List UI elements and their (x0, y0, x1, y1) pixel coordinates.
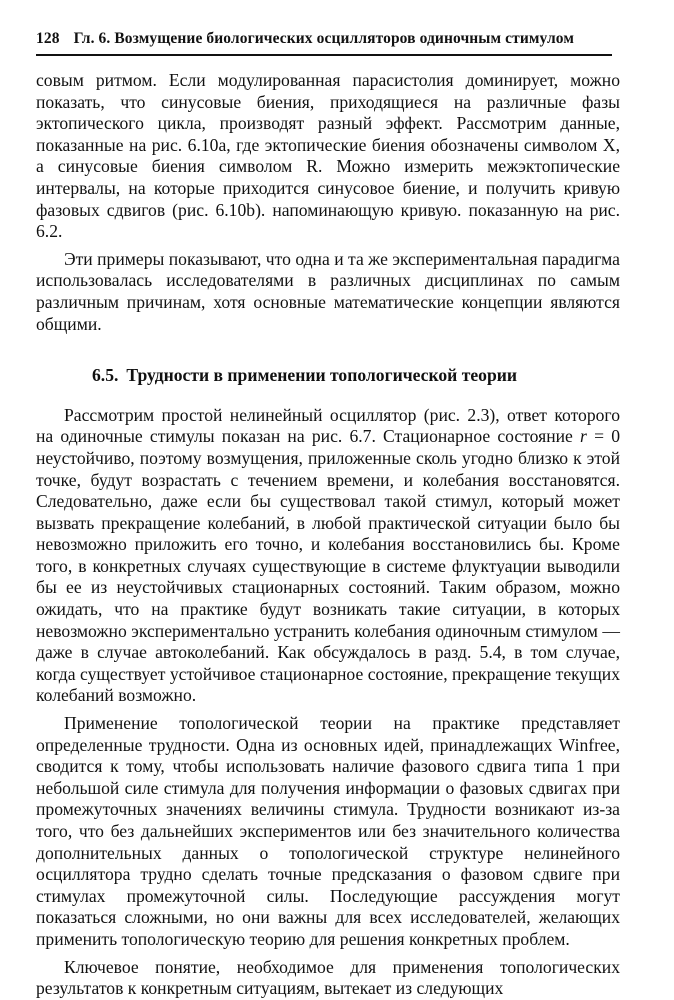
variable-r: r (580, 426, 587, 447)
paragraph-oscillator (36, 405, 620, 707)
section-heading (36, 365, 620, 387)
page-number: 128 (36, 30, 60, 47)
body-text (36, 70, 620, 1000)
section-number: 6.5. (92, 365, 119, 386)
paragraph-key-concept: Ключевое понятие, необходимое для применения топологических результатов к конкретным ситуациям, вытекает из следующих (36, 956, 620, 999)
paragraph-oscillator-text-b: = 0 неустойчиво, поэтому возмущения, приложенные сколь угодно близко к этой точке, будут возрастать с течением времени, и колебания восстановятся. Следовательно, даже если бы существовал такой стимул, который может вызвать прекращение колебаний, в любой практической ситуации было бы невозможно приложить его точно, и колебания восстановились бы. Кроме того, в конкретных случаях существующие в системе флуктуации выводили бы ее из неустойчивых стационарных состояний. Таким образом, можно ожидать, что на практике будут возникать такие ситуации, в которых невозможно экспериментально устранить колебания одиночным стимулом — даже в случае автоколебаний. Как обсуждалось в разд. 5.4, в том случае, когда существует устойчивое стационарное состояние, прекращение текущих колебаний возможно. (36, 426, 620, 706)
chapter-title: Гл. 6. Возмущение биологических осцилляторов одиночным стимулом (73, 30, 575, 47)
paragraph-topological-difficulties: Применение топологической теории на практике представляет определенные трудности. Одна из основных идей, принадлежащих Winfree, сводится к тому, чтобы использовать наличие фазового сдвига типа 1 при небольшой силе стимула для получения информации о фазовых сдвигах при промежуточных значениях величины стимула. Трудности возникают из-за того, что без дальнейших экспериментов или без значительного количества дополнительных данных о топологической структуре нелинейного осциллятора трудно сделать точные предсказания о фазовом сдвиге при стимулах промежуточной силы. Последующие рассуждения могут показаться сложными, но они важны для всех исследователей, желающих применить топологическую теорию для решения конкретных проблем. (36, 713, 620, 949)
paragraph-summary: Эти примеры показывают, что одна и та же экспериментальная парадигма использовалась исследователями в различных дисциплинах по самым различным причинам, хотя основные математические концепции являются общими. (36, 248, 620, 334)
paragraph-oscillator-text-a: Рассмотрим простой нелинейный осциллятор (рис. 2.3), ответ которого на одиночные стимулы показан на рис. 6.7. Стационарное состояние (36, 404, 620, 447)
running-head (36, 30, 612, 52)
header-rule (36, 54, 612, 56)
paragraph-continuation: совым ритмом. Если модулированная парасистолия доминирует, можно показать, что синусовые биения, приходящиеся на различные фазы эктопического цикла, производят разный эффект. Рассмотрим данные, показанные на рис. 6.10a, где эктопические биения обозначены символом X, а синусовые биения символом R. Можно измерить межэктопические интервалы, на которые приходится синусовое биение, и получить кривую фазовых сдвигов (рис. 6.10b). напоминающую кривую. показанную на рис. 6.2. (36, 70, 620, 242)
section-title-text: Трудности в применении топологической теории (126, 365, 518, 386)
